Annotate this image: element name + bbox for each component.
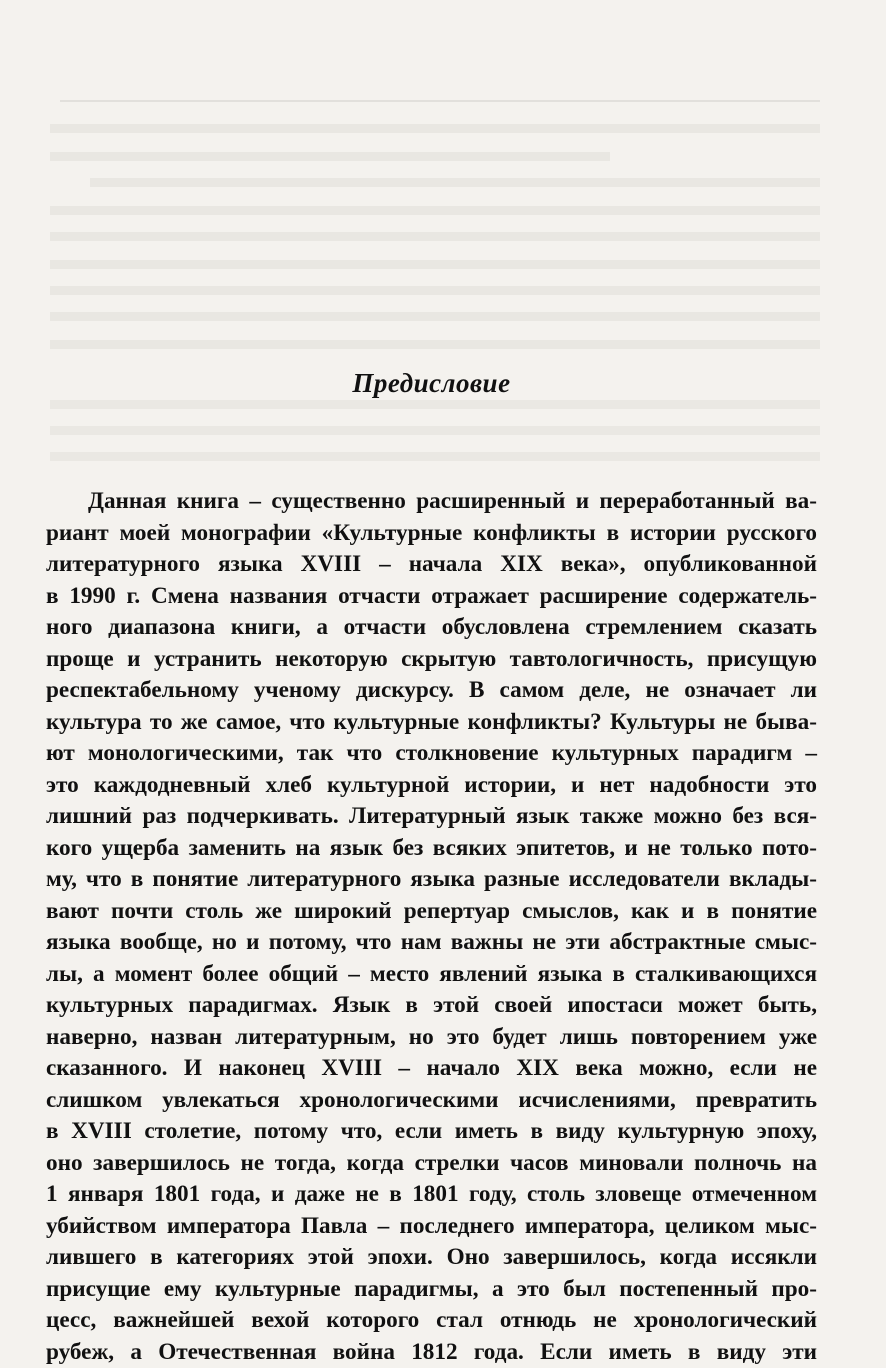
text-line: языка вообще, но и потому, что нам важны не эти абстрактные смыс- [46, 927, 817, 959]
page-title: Предисловие [46, 368, 817, 399]
text-line: литературного языка XVIII – начала XIX века», опубликованной [46, 549, 817, 581]
text-line: кого ущерба заменить на язык без всяких эпитетов, и не только пото- [46, 833, 817, 865]
text-line: лившего в категориях этой эпохи. Оно завершилось, когда иссякли [46, 1242, 817, 1274]
text-line: культура то же самое, что культурные конфликты? Культуры не быва- [46, 707, 817, 739]
text-line: ного диапазона книги, а отчасти обусловлена стремлением сказать [46, 612, 817, 644]
text-line: Данная книга – существенно расширенный и переработанный ва- [46, 486, 817, 518]
text-line: оно завершилось не тогда, когда стрелки часов миновали полночь на [46, 1148, 817, 1180]
text-line: ют монологическими, так что столкновение культурных парадигм – [46, 738, 817, 770]
text-line: респектабельному ученому дискурсу. В самом деле, не означает ли [46, 675, 817, 707]
text-line: слишком увлекаться хронологическими исчислениями, превратить [46, 1085, 817, 1117]
text-line: риант моей монографии «Культурные конфликты в истории русского [46, 518, 817, 550]
text-line: наверно, назван литературным, но это будет лишь повторением уже [46, 1022, 817, 1054]
text-line: вают почти столь же широкий репертуар смыслов, как и в понятие [46, 896, 817, 928]
text-line: культурных парадигмах. Язык в этой своей ипостаси может быть, [46, 990, 817, 1022]
text-line: лишний раз подчеркивать. Литературный язык также можно без вся- [46, 801, 817, 833]
text-line: лы, а момент более общий – место явлений языка в сталкивающихся [46, 959, 817, 991]
text-line: это каждодневный хлеб культурной истории, и нет надобности это [46, 770, 817, 802]
text-line: в XVIII столетие, потому что, если иметь в виду культурную эпоху, [46, 1116, 817, 1148]
text-line: му, что в понятие литературного языка разные исследователи вклады- [46, 864, 817, 896]
text-line: убийством императора Павла – последнего императора, целиком мыс- [46, 1211, 817, 1243]
text-line: 1 января 1801 года, и даже не в 1801 году, столь зловеще отмеченном [46, 1179, 817, 1211]
text-line: сказанного. И наконец XVIII – начало XIX века можно, если не [46, 1053, 817, 1085]
text-line: проще и устранить некоторую скрытую тавтологичность, присущую [46, 644, 817, 676]
text-line: цесс, важнейшей вехой которого стал отнюдь не хронологический [46, 1305, 817, 1337]
text-line: присущие ему культурные парадигмы, а это был постепенный про- [46, 1274, 817, 1306]
body-paragraph [46, 486, 817, 1368]
text-line: рубеж, а Отечественная война 1812 года. Если иметь в виду эти [46, 1337, 817, 1368]
text-line: в 1990 г. Смена названия отчасти отражает расширение содержатель- [46, 581, 817, 613]
